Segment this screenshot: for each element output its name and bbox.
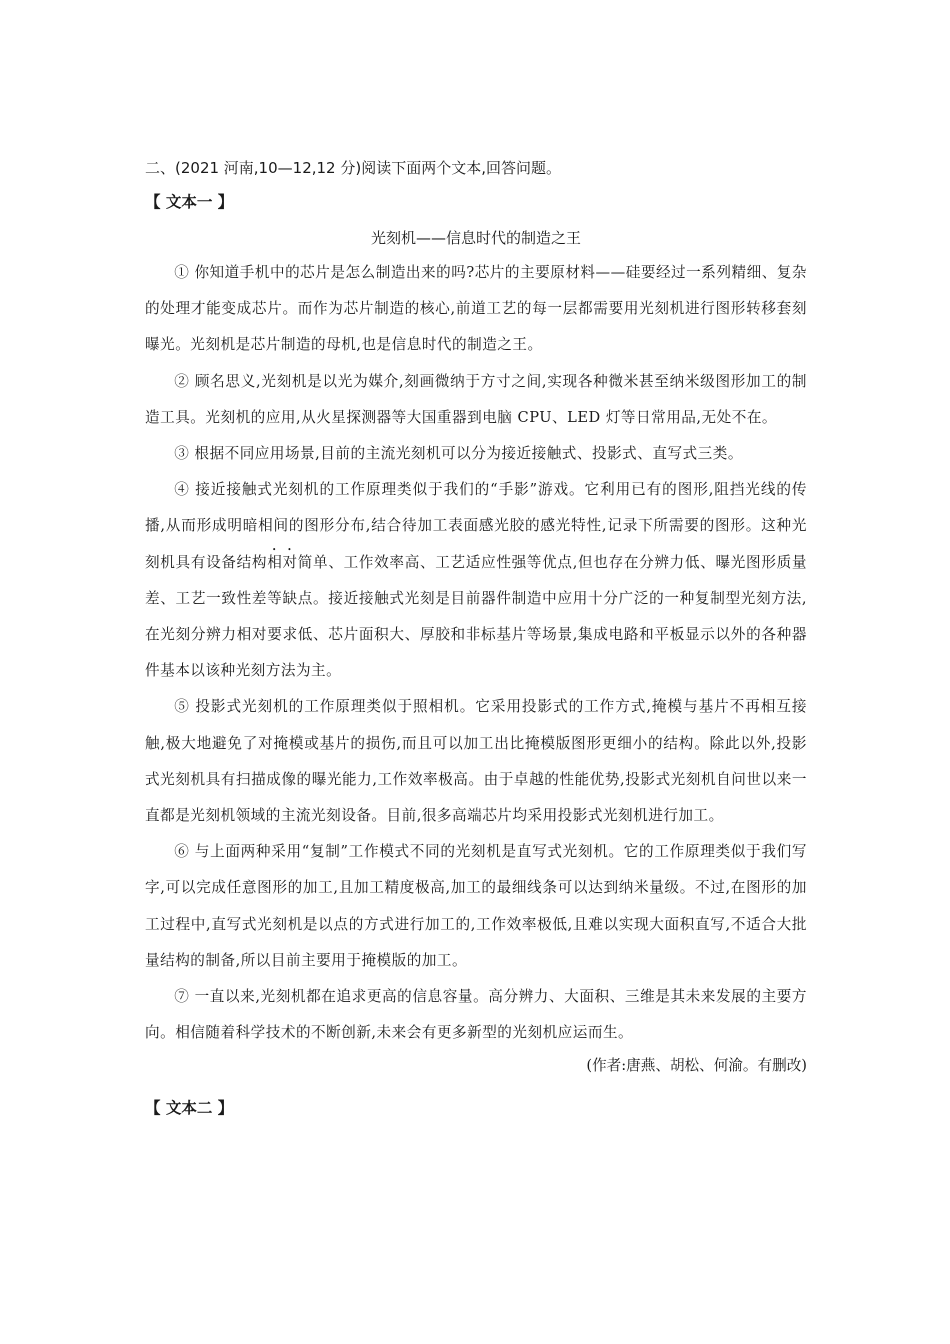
paragraph-7: ⑦ 一直以来,光刻机都在追求更高的信息容量。高分辨力、大面积、三维是其未来发展的主要方向。相信随着科学技术的不断创新,未来会有更多新型的光刻机应运而生。: [145, 988, 807, 1042]
text1-label: 【 文本一 】: [145, 193, 234, 211]
paragraph-4-part-2: 简单、工作效率高、工艺适应性强等优点,但也存在分辨力低、曝光图形质量差、工艺一致性差等缺点。接近接触式光刻是目前器件制造中应用十分广泛的一种复制型光刻方法,在光刻分辨力相对要求低、芯片面积大、厚胶和非标基片等场景,集成电路和平板显示以外的各种器件基本以该种光刻方法为主。: [145, 553, 807, 680]
paragraph-4: [145, 472, 807, 689]
source-attribution: (作者:唐燕、胡松、何渝。有删改): [586, 1057, 807, 1075]
paragraph-5: ⑤ 投影式光刻机的工作原理类似于照相机。它采用投影式的工作方式,掩模与基片不再相互接触,极大地避免了对掩模或基片的损伤,而且可以加工出比掩模版图形更细小的结构。除此以外,投影式光刻机具有扫描成像的曝光能力,工作效率极高。由于卓越的性能优势,投影式光刻机自问世以来一直都是光刻机领域的主流光刻设备。目前,很多高端芯片均采用投影式光刻机进行加工。: [145, 698, 807, 825]
paragraph-1: ① 你知道手机中的芯片是怎么制造出来的吗?芯片的主要原材料——硅要经过一系列精细、复杂的处理才能变成芯片。而作为芯片制造的核心,前道工艺的每一层都需要用光刻机进行图形转移套刻曝光。光刻机是芯片制造的母机,也是信息时代的制造之王。: [145, 264, 807, 354]
paragraph-3: ③ 根据不同应用场景,目前的主流光刻机可以分为接近接触式、投影式、直写式三类。: [174, 445, 743, 463]
article-title: 光刻机——信息时代的制造之王: [370, 229, 581, 247]
paragraph-6: ⑥ 与上面两种采用“复制”工作模式不同的光刻机是直写式光刻机。它的工作原理类似于我们写字,可以完成任意图形的加工,且加工精度极高,加工的最细线条可以达到纳米量级。不过,在图形的加工过程中,直写式光刻机是以点的方式进行加工的,工作效率极低,且难以实现大面积直写,不适合大批量结构的制备,所以目前主要用于掩模版的加工。: [145, 843, 807, 969]
paragraph-2: ② 顾名思义,光刻机是以光为媒介,刻画微纳于方寸之间,实现各种微米甚至纳米级图形加工的制造工具。光刻机的应用,从火星探测器等大国重器到电脑 CPU、LED 灯等日常用品,无处不在。: [145, 372, 807, 426]
question-header: 二、(2021 河南,10—12,12 分)阅读下面两个文本,回答问题。: [145, 159, 561, 177]
emphasized-word: 相对: [267, 553, 298, 571]
document-page: [145, 155, 807, 1121]
paragraph-4-part-1: ④ 接近接触式光刻机的工作原理类似于我们的“手影”游戏。它利用已有的图形,阻挡光线的传播,从而形成明暗相间的图形分布,结合待加工表面感光胶的感光特性,记录下所需要的图形。这种光刻机具有设备结构: [145, 481, 807, 571]
text2-label: 【 文本二 】: [145, 1099, 234, 1118]
